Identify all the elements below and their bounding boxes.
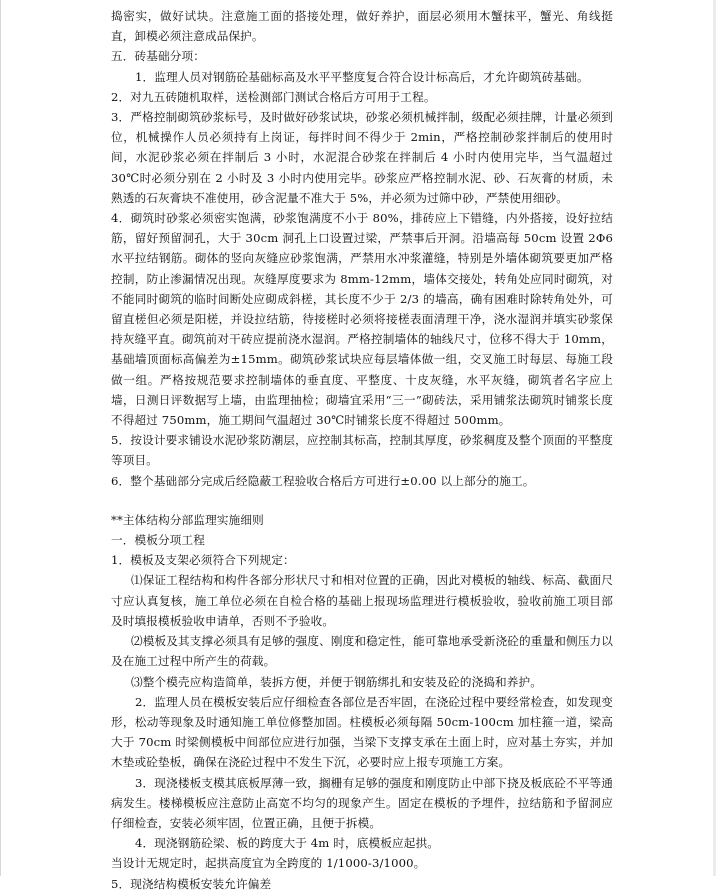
brick-item-2: 2．对九五砖随机取样，送检测部门测试合格后方可用于工程。 <box>111 89 436 104</box>
formwork-item-4-note: 当设计无规定时，起拱高度宜为全跨度的 1/1000-3/1000。 <box>111 856 426 871</box>
blank-line <box>111 491 613 510</box>
section-heading-brick-foundation: 五．砖基础分项： <box>111 49 205 64</box>
formwork-item-1: 1．模板及支架必须符合下列规定： <box>111 553 295 568</box>
formwork-item-3: 3．现浇楼板支模其底板厚薄一致，搁栅有足够的强度和刚度防止中部下挠及板底砼不平等通病发生。楼梯模板应注意防止高宽不均匀的现象产生。固定在模板的予埋件，拉结筋和予留洞应仔细检查，安装必须牢固，位置正确，且便于拆模。 <box>111 775 613 830</box>
formwork-item-1-b: ⑵模板及其支撑必须具有足够的强度、刚度和稳定性，能可靠地承受新浇砼的重量和侧压力以及在施工过程中所产生的荷载。 <box>111 634 613 669</box>
formwork-item-5: 5．现浇结构模板安装允许偏差 <box>111 876 272 891</box>
brick-item-4: 4．砌筑时砂浆必须密实饱满，砂浆饱满度不小于 80%，排砖应上下错缝，内外搭接，设好拉结筋，留好预留洞孔，大于 30cm 洞孔上口设置过梁，严禁事后开洞。沿墙高每 50cm 设置 2Φ6 水平拉结钢筋。砌体的竖向灰缝应砂浆饱满，严禁用水冲浆灌缝，特别是外墙体砌筑要更加严格控制，防止渗漏情况出现。灰缝厚度要求为 8mm-12mm，墙体交接处，转角处应同时砌筑，对不能同时砌筑的临时间断处应砌成斜槎，其长度不少于 2/3 的墙高，确有困难时除转角处外，可留直槎但必须是阳槎，并设拉结筋，待接槎时必须将接槎表面清理干净，浇水湿润并填实砂浆保持灰缝平直。砌筑前对干砖应提前浇水湿润。严格控制墙体的轴线尺寸，位移不得大于 10mm，基础墙顶面标高偏差为±15mm。砌筑砂浆试块应每层墙体做一组，交叉施工时每层、每施工段做一组。严格按规范要求控制墙体的垂直度、平整度、十皮灰缝，水平灰缝，砌筑者名字应上墙，日测日评数据写上墙，由监理抽检；砌墙宜采用“三一”砌砖法，采用铺浆法砌筑时铺浆长度不得超过 750mm，施工期间气温超过 30℃时铺浆长度不得超过 500mm。 <box>111 211 613 428</box>
document-body <box>111 6 613 894</box>
section-heading-formwork: 一．模板分项工程 <box>111 533 205 548</box>
brick-item-5: 5．按设计要求铺设水泥砂浆防潮层，应控制其标高，控制其厚度，砂浆稠度及整个顶面的平整度等项目。 <box>111 433 613 468</box>
formwork-item-1-c: ⑶整个模壳应构造简单，装拆方便，并便于钢筋绑扎和安装及砼的浇捣和养护。 <box>131 674 543 689</box>
brick-item-6: 6．整个基础部分完成后经隐蔽工程验收合格后方可进行±0.00 以上部分的施工。 <box>111 473 535 488</box>
formwork-item-2: 2．监理人员在模板安装后应仔细检查各部位是否牢固，在浇砼过程中要经常检查，如发现变形，松动等现象及时通知施工单位修整加固。柱模板必须每隔 50cm-100cm 加柱箍一道，梁高大于 70cm 时梁侧模板中间部位应进行加强，当梁下支撑支承在土面上时，应对基土夯实，并加木垫或砼垫板，确保在浇砼过程中不发生下沉，必要时应上报专项施工方案。 <box>111 694 613 770</box>
formwork-item-4: 4．现浇钢筋砼梁、板的跨度大于 4m 时，底模板应起拱。 <box>135 836 439 851</box>
main-structure-title: **主体结构分部监理实施细则 <box>111 512 264 527</box>
formwork-item-1-a: ⑴保证工程结构和构件各部分形状尺寸和相对位置的正确，因此对模板的轴线、标高、截面尺寸应认真复核，施工单位必须在自检合格的基础上报现场监理进行模板验收，验收前施工项目部及时填报模板验收申请单，否则不予验收。 <box>111 573 613 628</box>
brick-item-3: 3．严格控制砌筑砂浆标号，及时做好砂浆试块，砂浆必须机械拌制，级配必须挂牌，计量必须到位，机械操作人员必须持有上岗证，每拌时间不得少于 2min，严格控制砂浆拌制后的使用时间，水泥砂浆必须在拌制后 3 小时，水泥混合砂浆在拌制后 4 小时内使用完毕，当气温超过 30℃时必须分别在 2 小时及 3 小时内使用完毕。砂浆应严格控制水泥、砂、石灰膏的材质，未熟透的石灰膏块不准使用，砂含泥量不准大于 5%，并必须为过筛中砂，严禁使用细砂。 <box>111 110 613 205</box>
brick-item-1: 1．监理人员对钢筋砼基础标高及水平平整度复合符合设计标高后，才允许砌筑砖基础。 <box>135 69 589 84</box>
paragraph-continuation: 捣密实，做好试块。注意施工面的搭接处理，做好养护，面层必须用木蟹抹平，蟹光、角线挺直，卸模必须注意成品保护。 <box>111 9 613 44</box>
